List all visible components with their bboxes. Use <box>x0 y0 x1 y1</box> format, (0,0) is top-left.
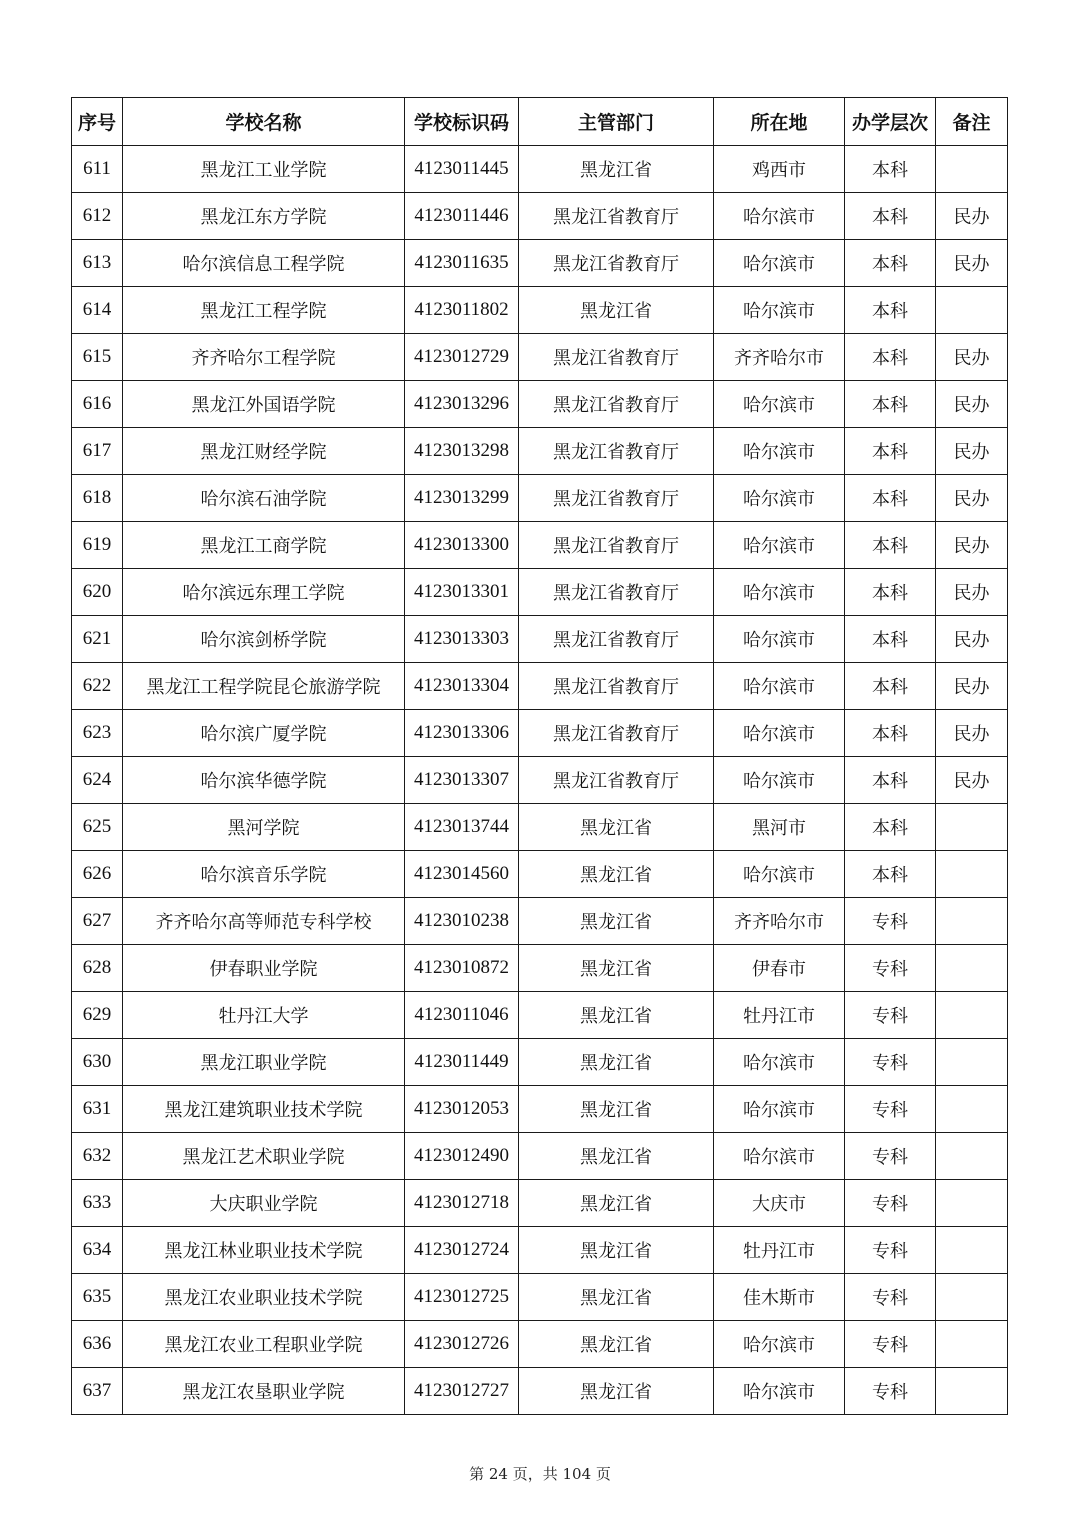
cell-school-code: 4123013307 <box>405 757 519 804</box>
table-row <box>72 616 1008 663</box>
cell-school-code: 4123011635 <box>405 240 519 287</box>
cell-location: 哈尔滨市 <box>714 381 845 428</box>
cell-note <box>936 1086 1008 1133</box>
table-row <box>72 663 1008 710</box>
cell-note <box>936 804 1008 851</box>
cell-school-name: 黑龙江农业工程职业学院 <box>123 1321 405 1368</box>
table-row <box>72 146 1008 193</box>
cell-school-code: 4123012053 <box>405 1086 519 1133</box>
header-school-code: 学校标识码 <box>405 98 519 146</box>
table-body <box>72 146 1008 1415</box>
cell-department: 黑龙江省 <box>519 804 714 851</box>
cell-note: 民办 <box>936 428 1008 475</box>
cell-note <box>936 1321 1008 1368</box>
cell-department: 黑龙江省教育厅 <box>519 381 714 428</box>
cell-note: 民办 <box>936 334 1008 381</box>
cell-level: 专科 <box>845 1227 936 1274</box>
cell-note <box>936 146 1008 193</box>
cell-school-name: 黑龙江工商学院 <box>123 522 405 569</box>
cell-school-name: 齐齐哈尔高等师范专科学校 <box>123 898 405 945</box>
table-row <box>72 804 1008 851</box>
cell-level: 本科 <box>845 146 936 193</box>
cell-seq: 613 <box>72 240 123 287</box>
cell-seq: 623 <box>72 710 123 757</box>
cell-level: 本科 <box>845 193 936 240</box>
cell-location: 齐齐哈尔市 <box>714 334 845 381</box>
cell-school-name: 黑龙江林业职业技术学院 <box>123 1227 405 1274</box>
cell-location: 佳木斯市 <box>714 1274 845 1321</box>
cell-school-name: 黑河学院 <box>123 804 405 851</box>
cell-seq: 634 <box>72 1227 123 1274</box>
cell-location: 哈尔滨市 <box>714 287 845 334</box>
table-row <box>72 1039 1008 1086</box>
cell-department: 黑龙江省 <box>519 1086 714 1133</box>
cell-school-code: 4123011445 <box>405 146 519 193</box>
cell-seq: 637 <box>72 1368 123 1415</box>
cell-location: 哈尔滨市 <box>714 1133 845 1180</box>
cell-note: 民办 <box>936 710 1008 757</box>
cell-level: 专科 <box>845 945 936 992</box>
cell-school-code: 4123012490 <box>405 1133 519 1180</box>
page-footer: 第 24 页，共 104 页 <box>469 1465 611 1483</box>
table-row <box>72 945 1008 992</box>
cell-school-name: 哈尔滨石油学院 <box>123 475 405 522</box>
cell-location: 哈尔滨市 <box>714 1039 845 1086</box>
cell-department: 黑龙江省教育厅 <box>519 616 714 663</box>
table-row <box>72 428 1008 475</box>
cell-school-name: 黑龙江工程学院昆仑旅游学院 <box>123 663 405 710</box>
cell-seq: 635 <box>72 1274 123 1321</box>
table-row <box>72 522 1008 569</box>
header-school-name: 学校名称 <box>123 98 405 146</box>
cell-department: 黑龙江省 <box>519 1227 714 1274</box>
cell-location: 鸡西市 <box>714 146 845 193</box>
cell-level: 本科 <box>845 569 936 616</box>
table-row <box>72 475 1008 522</box>
header-note: 备注 <box>936 98 1008 146</box>
cell-school-code: 4123010238 <box>405 898 519 945</box>
cell-school-code: 4123010872 <box>405 945 519 992</box>
cell-seq: 630 <box>72 1039 123 1086</box>
cell-seq: 618 <box>72 475 123 522</box>
cell-location: 齐齐哈尔市 <box>714 898 845 945</box>
cell-school-name: 哈尔滨华德学院 <box>123 757 405 804</box>
school-list-table <box>71 97 1008 1415</box>
table-row <box>72 851 1008 898</box>
table-row <box>72 898 1008 945</box>
cell-location: 哈尔滨市 <box>714 1086 845 1133</box>
cell-location: 牡丹江市 <box>714 992 845 1039</box>
cell-level: 本科 <box>845 475 936 522</box>
cell-department: 黑龙江省教育厅 <box>519 522 714 569</box>
cell-school-code: 4123013304 <box>405 663 519 710</box>
cell-department: 黑龙江省 <box>519 1133 714 1180</box>
cell-school-code: 4123013300 <box>405 522 519 569</box>
cell-seq: 636 <box>72 1321 123 1368</box>
cell-location: 哈尔滨市 <box>714 616 845 663</box>
cell-location: 黑河市 <box>714 804 845 851</box>
cell-note <box>936 1039 1008 1086</box>
header-level: 办学层次 <box>845 98 936 146</box>
cell-school-name: 哈尔滨远东理工学院 <box>123 569 405 616</box>
cell-level: 本科 <box>845 804 936 851</box>
cell-department: 黑龙江省 <box>519 287 714 334</box>
table-row <box>72 1180 1008 1227</box>
cell-location: 哈尔滨市 <box>714 428 845 475</box>
cell-school-name: 黑龙江农垦职业学院 <box>123 1368 405 1415</box>
cell-level: 本科 <box>845 710 936 757</box>
cell-department: 黑龙江省教育厅 <box>519 240 714 287</box>
table-row <box>72 757 1008 804</box>
cell-school-name: 黑龙江艺术职业学院 <box>123 1133 405 1180</box>
cell-department: 黑龙江省 <box>519 1274 714 1321</box>
cell-level: 本科 <box>845 334 936 381</box>
cell-level: 专科 <box>845 1086 936 1133</box>
cell-seq: 611 <box>72 146 123 193</box>
cell-note <box>936 1227 1008 1274</box>
cell-location: 哈尔滨市 <box>714 569 845 616</box>
cell-school-code: 4123013296 <box>405 381 519 428</box>
cell-seq: 612 <box>72 193 123 240</box>
header-location: 所在地 <box>714 98 845 146</box>
cell-department: 黑龙江省教育厅 <box>519 663 714 710</box>
table-row <box>72 992 1008 1039</box>
cell-note: 民办 <box>936 616 1008 663</box>
cell-department: 黑龙江省教育厅 <box>519 757 714 804</box>
table-row <box>72 334 1008 381</box>
cell-department: 黑龙江省 <box>519 1180 714 1227</box>
cell-location: 哈尔滨市 <box>714 663 845 710</box>
cell-level: 本科 <box>845 381 936 428</box>
cell-school-name: 黑龙江财经学院 <box>123 428 405 475</box>
cell-school-code: 4123012725 <box>405 1274 519 1321</box>
cell-department: 黑龙江省 <box>519 992 714 1039</box>
table-row <box>72 287 1008 334</box>
cell-school-name: 黑龙江农业职业技术学院 <box>123 1274 405 1321</box>
cell-note: 民办 <box>936 663 1008 710</box>
cell-school-code: 4123013303 <box>405 616 519 663</box>
cell-school-code: 4123011802 <box>405 287 519 334</box>
cell-location: 哈尔滨市 <box>714 1321 845 1368</box>
cell-seq: 629 <box>72 992 123 1039</box>
cell-note <box>936 945 1008 992</box>
cell-level: 专科 <box>845 1133 936 1180</box>
cell-location: 大庆市 <box>714 1180 845 1227</box>
cell-school-code: 4123013744 <box>405 804 519 851</box>
cell-department: 黑龙江省 <box>519 1321 714 1368</box>
cell-seq: 617 <box>72 428 123 475</box>
cell-seq: 624 <box>72 757 123 804</box>
cell-level: 专科 <box>845 1368 936 1415</box>
cell-level: 本科 <box>845 428 936 475</box>
cell-school-code: 4123013306 <box>405 710 519 757</box>
cell-level: 本科 <box>845 240 936 287</box>
cell-school-code: 4123012718 <box>405 1180 519 1227</box>
cell-school-name: 哈尔滨剑桥学院 <box>123 616 405 663</box>
cell-level: 本科 <box>845 663 936 710</box>
cell-seq: 632 <box>72 1133 123 1180</box>
cell-level: 专科 <box>845 1039 936 1086</box>
cell-note: 民办 <box>936 757 1008 804</box>
cell-location: 哈尔滨市 <box>714 851 845 898</box>
cell-location: 哈尔滨市 <box>714 757 845 804</box>
cell-school-code: 4123012724 <box>405 1227 519 1274</box>
cell-school-name: 黑龙江工业学院 <box>123 146 405 193</box>
cell-school-code: 4123011446 <box>405 193 519 240</box>
table-row <box>72 1321 1008 1368</box>
cell-seq: 614 <box>72 287 123 334</box>
cell-note <box>936 1368 1008 1415</box>
cell-level: 专科 <box>845 1180 936 1227</box>
cell-seq: 631 <box>72 1086 123 1133</box>
cell-seq: 621 <box>72 616 123 663</box>
table-row <box>72 1133 1008 1180</box>
table-row <box>72 193 1008 240</box>
cell-school-name: 黑龙江职业学院 <box>123 1039 405 1086</box>
cell-seq: 627 <box>72 898 123 945</box>
cell-school-name: 伊春职业学院 <box>123 945 405 992</box>
cell-location: 伊春市 <box>714 945 845 992</box>
cell-school-code: 4123012729 <box>405 334 519 381</box>
cell-level: 本科 <box>845 616 936 663</box>
cell-school-code: 4123011449 <box>405 1039 519 1086</box>
table-row <box>72 1274 1008 1321</box>
table-row <box>72 381 1008 428</box>
cell-level: 本科 <box>845 522 936 569</box>
cell-school-name: 黑龙江东方学院 <box>123 193 405 240</box>
cell-seq: 616 <box>72 381 123 428</box>
cell-level: 专科 <box>845 898 936 945</box>
cell-note <box>936 1180 1008 1227</box>
cell-level: 专科 <box>845 1321 936 1368</box>
cell-note: 民办 <box>936 522 1008 569</box>
cell-school-code: 4123013299 <box>405 475 519 522</box>
cell-note <box>936 1133 1008 1180</box>
cell-level: 本科 <box>845 287 936 334</box>
table-row <box>72 1368 1008 1415</box>
cell-school-code: 4123012726 <box>405 1321 519 1368</box>
cell-school-name: 齐齐哈尔工程学院 <box>123 334 405 381</box>
header-department: 主管部门 <box>519 98 714 146</box>
cell-school-code: 4123011046 <box>405 992 519 1039</box>
cell-school-code: 4123014560 <box>405 851 519 898</box>
cell-school-code: 4123012727 <box>405 1368 519 1415</box>
cell-school-name: 牡丹江大学 <box>123 992 405 1039</box>
cell-department: 黑龙江省教育厅 <box>519 193 714 240</box>
cell-note: 民办 <box>936 193 1008 240</box>
cell-department: 黑龙江省教育厅 <box>519 710 714 757</box>
table-row <box>72 710 1008 757</box>
cell-school-name: 大庆职业学院 <box>123 1180 405 1227</box>
cell-location: 哈尔滨市 <box>714 522 845 569</box>
cell-note: 民办 <box>936 381 1008 428</box>
cell-level: 专科 <box>845 992 936 1039</box>
cell-school-name: 哈尔滨音乐学院 <box>123 851 405 898</box>
cell-seq: 633 <box>72 1180 123 1227</box>
cell-department: 黑龙江省 <box>519 898 714 945</box>
cell-seq: 622 <box>72 663 123 710</box>
cell-department: 黑龙江省 <box>519 1039 714 1086</box>
cell-school-name: 黑龙江工程学院 <box>123 287 405 334</box>
cell-seq: 619 <box>72 522 123 569</box>
cell-location: 哈尔滨市 <box>714 475 845 522</box>
cell-department: 黑龙江省 <box>519 851 714 898</box>
cell-note: 民办 <box>936 569 1008 616</box>
table-row <box>72 1227 1008 1274</box>
cell-seq: 628 <box>72 945 123 992</box>
cell-seq: 615 <box>72 334 123 381</box>
cell-department: 黑龙江省 <box>519 945 714 992</box>
table-row <box>72 569 1008 616</box>
cell-note: 民办 <box>936 475 1008 522</box>
cell-department: 黑龙江省教育厅 <box>519 475 714 522</box>
cell-note <box>936 851 1008 898</box>
cell-department: 黑龙江省 <box>519 146 714 193</box>
cell-note <box>936 1274 1008 1321</box>
cell-department: 黑龙江省教育厅 <box>519 428 714 475</box>
cell-location: 哈尔滨市 <box>714 1368 845 1415</box>
cell-location: 哈尔滨市 <box>714 240 845 287</box>
table-header-row <box>72 98 1008 146</box>
cell-note <box>936 898 1008 945</box>
cell-seq: 620 <box>72 569 123 616</box>
cell-level: 本科 <box>845 851 936 898</box>
cell-location: 牡丹江市 <box>714 1227 845 1274</box>
table-row <box>72 1086 1008 1133</box>
cell-note: 民办 <box>936 240 1008 287</box>
cell-school-name: 黑龙江外国语学院 <box>123 381 405 428</box>
header-seq: 序号 <box>72 98 123 146</box>
cell-level: 专科 <box>845 1274 936 1321</box>
cell-level: 本科 <box>845 757 936 804</box>
table-row <box>72 240 1008 287</box>
cell-department: 黑龙江省教育厅 <box>519 569 714 616</box>
cell-school-name: 哈尔滨广厦学院 <box>123 710 405 757</box>
cell-seq: 626 <box>72 851 123 898</box>
cell-note <box>936 992 1008 1039</box>
cell-seq: 625 <box>72 804 123 851</box>
cell-location: 哈尔滨市 <box>714 193 845 240</box>
cell-school-name: 哈尔滨信息工程学院 <box>123 240 405 287</box>
cell-department: 黑龙江省 <box>519 1368 714 1415</box>
cell-location: 哈尔滨市 <box>714 710 845 757</box>
cell-school-name: 黑龙江建筑职业技术学院 <box>123 1086 405 1133</box>
cell-note <box>936 287 1008 334</box>
cell-school-code: 4123013301 <box>405 569 519 616</box>
cell-school-code: 4123013298 <box>405 428 519 475</box>
cell-department: 黑龙江省教育厅 <box>519 334 714 381</box>
